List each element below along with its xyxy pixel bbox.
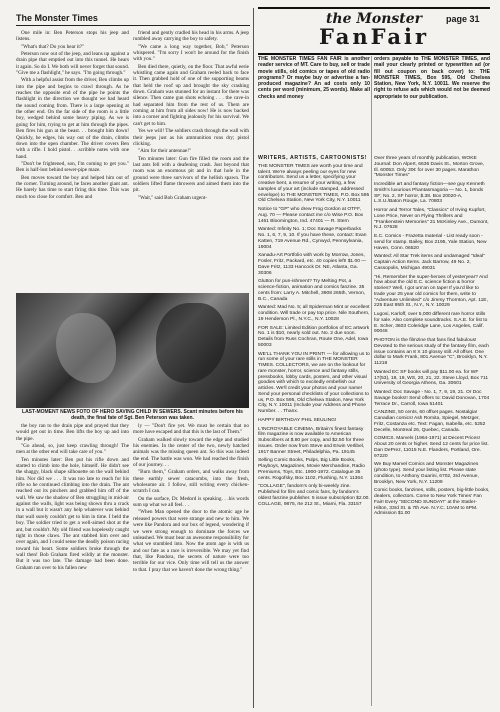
page-number: page 31 bbox=[446, 14, 480, 24]
classified-ad: HAPPY BIRTHDAY PHIL SEULING! bbox=[258, 417, 337, 423]
classified-ad: Lugosi, Karloff, over 5,000 different rare horror stills for sale. Also complete soundtracks. S.A.E. for list to E. Scher, 3603 Coleridge Lane, Los Angeles, Calif. 90046 bbox=[374, 312, 488, 335]
classified-ad: Horror and Terror Tales, "Classics" of Irving Kupfort, Lone Price, Never on Flying Thrillers and "Frankenstein Memories" 31 McKinley Ave., Dumont, N.J. 07628 bbox=[374, 208, 489, 231]
ads-column-divider bbox=[371, 56, 372, 706]
story-paragraph: "When Man opened the door to the atomic age he released powers that were strange and new to him. We were like Pandora and our box of legend, wondering if we were strong enough to dominate the forces we unleashed. We must bear an awesome responsibility for what we stumbled into. Now the atom age is with us and our fate as a race is irreversible. We may yet find that, like Pandora, the secrets of nature were too terrible for our vice. Only time will tell us the answer to that. I pray that we haven't done the wrong thing." bbox=[133, 509, 249, 573]
story-paragraph: Ben moves toward the boy and helped him out of the corner. Turning around, he faces another giant ant. He barely has time to start firing this time. This was much too close for comfort. Ben and bbox=[16, 174, 129, 200]
classified-ad: Xanadu-Art Portfolio with work by Morrow, Jones, Fosler, Fritz, Packard, etc. 40 copies left! $1.00 — Dave Fritz, 1133 Hancock Dr. NE, Atlanta, Ga. 30306 bbox=[258, 253, 367, 276]
fanfair-intro-right: orders payable to THE MONSTER TIMES, and mail your clearly printed or typewritten ad (or fill out coupon on back cover) to: THE MONSTER TIMES, Box 595, Old Chelsea Station, New York, N.Y. 10011. We reserve the right to refuse ads which would not be deemed appropriate to our publication. bbox=[374, 56, 490, 100]
story-column-2-top bbox=[133, 30, 249, 290]
story-paragraph: "We came a long way together, Bob," Peterson whispered. "I'm sorry I won't be around for the finish with you." bbox=[133, 43, 249, 63]
story-paragraph: "Wait," said Bob Graham urgent- bbox=[138, 194, 207, 201]
classified-ad: FOR SALE: Limited Edition portfolios of EC artwork No. 1 is $10, nearly sold out. No. 2 due soon. Details from Russ Cochran, Route One, Adel, Iowa 50003 bbox=[258, 325, 370, 348]
classified-ad: PHOTON is the filmzine that fans find fabulous! Devoted to the serious study of the fantasy film, each issue contains an 8 X 10 glossy still. All offset. One dollar to Mark Frank, 801 Avenue "C", Brooklyn, N.Y. 11218 bbox=[374, 338, 489, 366]
classified-ad: Wanted: Mad No. 5; all Spiderman Mint or excellent condition. Will trade or pay top price. Nile Southern, 19 Henderson Pl., N.Y.C., N.Y. 10028 bbox=[258, 305, 370, 322]
column-divider bbox=[253, 8, 254, 708]
classified-ad: Wanted: Infinity No. 1; Doc Savage Paperbacks No. 1, 6, 7, 9, 10. If you have these, contact: Evan Katten, 719 Avenue Rd., Cynwyd, Pennsylvania, 19004 bbox=[258, 227, 367, 250]
story-paragraph: ly — "Don't fire yet. We must be certain that no more have escaped and that this is the last of Them." bbox=[133, 423, 249, 436]
photo-figure-light bbox=[56, 313, 116, 383]
classified-ad: Glutton for pun-ishment? Try Melting Pot, a science-fiction, animation and comics fanzine. 35 cents from: Larry A. Mitchell, 3908 265th, Vernon, B.C., Canada bbox=[258, 279, 366, 302]
fanfair-logo bbox=[258, 7, 490, 55]
photo-figure-dark bbox=[156, 303, 226, 383]
logo-line-1: the Monster bbox=[325, 11, 423, 27]
classified-ads-left bbox=[258, 156, 370, 510]
classified-ad: CANZINE, 50 cents, 60 offset pages. Nostalgia! Canadian comics! Ash Romita, Spiegel, Metzger, Fritz, Costanza etc. Text: Fagan, Isabella, etc. 5252 Decelle, Montreal 26, Quebec, Canada. bbox=[374, 410, 486, 433]
classified-ad: L'INCROYABLE CINEMA, Britain's finest fantasy film magazine is now available to American Subscribers at $.80 per copy, and $2.50 for three issues. Order now from Steve and Erwin Verlibel, 1917 Banner Street, Philadelphia, Pa. 19145 bbox=[258, 426, 365, 455]
photo-caption: LAST-MOMENT NEWS FOTO OF HERO SAVING CHILD IN SEWERS. Scant minutes before his death, the final fate of Sgt. Ben Peterson was taken. bbox=[22, 409, 243, 421]
story-paragraph: Ten minutes later: Gun fire filled the room and the last ants fell with a deafening crash. Just beyond that room was an enormous pit and in that hole in the ground were three survivors of the hellish spawn. The soldiers lifted flame throwers and aimed them into the pit. bbox=[133, 155, 249, 194]
classified-ads-right bbox=[374, 156, 490, 520]
fanfair-intro-text: THE MONSTER TIMES FAN FAIR is another reader service of MT. Care to buy, sell or trade movie stills, old comics or tapes of old radio programs? Or maybe buy or advertise a fan-produced magazine? An ad costs only 10 cents per word (minimum, 25 words). bbox=[258, 56, 370, 94]
story-paragraph: Graham walked slowly toward the edge and studied his enemies. In the center of the two, newly hatched animals was the missing queen ant. So this was indeed the end. The battle was won. We had reached the finish of our journey. . . bbox=[133, 436, 249, 469]
story-paragraph: Ben died there, quietly, on the floor. That awful eerie whistling came again and Graham reeled back to face it. Then grabbed hold of one of the supporting beams that held the roof up and brought the sky crashing down. Graham was stunned for an instant for there was silence. Then came gun shots echoing . . . the cave-in had separated him from the rest of us. Them are coming at him from all sides now! He is now backed into a corner and fighting jealously for his survival. We can't get to him. bbox=[133, 63, 249, 127]
story-paragraph: Yes we will! The soldiers crash through the wall with their jeeps just as his ammunition runs dry; pistol clicking. bbox=[133, 128, 249, 147]
classified-heading: WRITERS, ARTISTS, CARTOONISTS! bbox=[258, 155, 368, 161]
classified-ad: Notice to "GP" who drew Frog Gordon at OTFF, Aug. 70 — Please contact me c/o Wise P.O. Box 1461 Bloomington, Ind. 47401 — R. Stern bbox=[258, 207, 364, 224]
story-paragraph: "Burn them," Graham orders, and walks away from these earthly sewer catacombs, into the fresh, wholesome air. I follow, still writing every chicken-scratch I can. bbox=[133, 469, 249, 495]
story-paragraph: Peterson now out of the jeep, and leans up against a drain pipe that emptied out into this tunnel. He hears it again. So do I. We both will never forget that sound. "Give me a flashlight," he says. "I'm going through." bbox=[16, 51, 129, 77]
story-column-1-bottom bbox=[16, 423, 129, 706]
classified-ad: We Buy Marvel Comics and Monster Magazines (photo type). Send your listing list. Please state condition, to Anthony Guarini, 6702, 3rd Avenue, Brooklyn, New York, N.Y. 11209 bbox=[374, 462, 479, 485]
story-paragraph: the boy ran to the drain pipe and prayed that they would get out in time. Ben lifts the boy up and into the pipe. bbox=[16, 423, 129, 442]
story-paragraph: "Don't be frightened, son, I'm coming to get you." Ben is half-lost behind sewer-pipe maze. bbox=[16, 160, 129, 174]
classified-ad: WE'LL THANK YOU IN PRINT! — for allowing us to run some of your rare stills in THE MONSTER TIMES. COLLECTORS, we are on the lookout for rare monster, horror, science and fantasy stills, pressbooks, lobby cards, posters, and other visual goodies with which to excitedly embellish our articles. We'll credit your photos and your name! Send your personal checklists of your collections to us, P.O. Box 595, Old Chelsea Station, New York City, N.Y. 10011 (Include your Address and Phone Number. . . Thanx. bbox=[258, 351, 370, 414]
story-paragraph: "Go ahead, so, just keep crawling through! The men at the other end will take care of you." bbox=[16, 443, 129, 456]
story-column-1-top bbox=[16, 30, 129, 290]
header-rule bbox=[16, 25, 250, 26]
classified-ad: E.C. Comics - Frazetta material - List ready soon - send for stamp. Bailey, Box 2195, Yale Station, New Haven, Conn. 06520 bbox=[374, 234, 487, 251]
story-paragraph: "Aim for their antennae!" bbox=[138, 148, 192, 155]
story-paragraph: "What's that? Do you hear it?" bbox=[21, 43, 85, 50]
fanfair-intro-left bbox=[258, 56, 370, 100]
classified-ad: THE MONSTER TIMES are worth your time and talent. We're always peeling our eyes for new contributors. Send us a letter, specifying your creative bent, a resume of your writing, a few samples of your art (include stamped, addressed envelope) to THE MONSTER TIMES, P.O. Box 595 Old Chelsea Station, New York City, N.Y. 10011 bbox=[258, 163, 370, 204]
newspaper-name: The Monster Times bbox=[16, 13, 98, 23]
classified-ad: COMICS. Marvels (1964-1971) at Decent Prices! About 20 cents or higher. Send 12 cents for price list. Dan DePrez, 11015 N.E. Flanders, Portland, Ore. 97220 bbox=[374, 436, 489, 459]
story-column-2-bottom bbox=[133, 423, 249, 706]
classified-ad: "COLLAGE", fandom's only bi-weekly zine. Published for film and comic fans, by fandom's oldest fanzine publisher. 5 issue subscription $2.00. COLLAGE, 9875, rte 212 St., Miami, Fla. 33157 bbox=[258, 484, 370, 507]
story-paragraph: With a helpful assist from the driver, Ben climbs up into the pipe and begins to crawl through. As he reaches the opposite end of the pipe he points the flashlight in the direction we thought we had heard the sound coming from. There is a large opening at the other end. On the far side of the room is a little boy, wedged behind some heavy piping. As we is going for him, trying to get at him through the pipes. Ben fires his gun at the beast. . . brought him down! Quickly, he edges, his way out of the drain, climbs down into the open chamber. The driver covers Ben with a rifle. I hold pistol. . .scribble notes with one hand. bbox=[16, 77, 129, 160]
fanfair-intro-tail: Make all checks and money bbox=[258, 87, 370, 100]
story-paragraph: On the surface, Dr. Medord is speaking. . .his words sum up what we all feel. . . bbox=[133, 495, 249, 509]
classified-ad: Wanted: All Star Trek items and undamaged "Ideal" Captain Action Items. Jack Barrow, 49 No. 2, Cassopolis, Michigan 49031 bbox=[374, 254, 485, 271]
classified-ad: Wanted: Doc Savage - No. 1, 7, 9, 19, 21. Or Doc Savage books!! Send offers to: David Donovan, 1704 Terrace Dr., Carroll, Iowa 51401 bbox=[374, 390, 490, 407]
classified-ad: Over three years of monthly publication, WOKE Journal: Don Alpert, 6636 Davis St., Morton Grove, Ill. 60053. Only 30¢ for over 30 pages. Marathon "Monster Times" bbox=[374, 156, 485, 179]
classified-ad: Wanted EC SF books will pay $11.00 ea. for WF 17(53), 18, 19, WS, 20, 21, 22. Steve Lloyd, Box 711 University of Georgia Athens, Ga. 30601 bbox=[374, 369, 489, 387]
story-paragraph: friend and gently cradled his head in his arms. A jeep rumbled away carrying the boy to safety. bbox=[133, 30, 249, 43]
classified-ad: Selling Comic Books, Pulps, Big Little Books, Playboys, Magazines, Movie Merchandise, Radio Premiums, Toys, Etc. 1900-1972. Catalogue 35 cents. Rogofsky, Box 1102, Flushing, N.Y. 11364 bbox=[258, 458, 365, 481]
story-paragraph: Ten minutes later: Ben put his rifle down and started to climb into the hole, himself. He didn't see the shaggy, black shape silhouette on the wall behind him. Nor did we . . . It was too late to reach for his rifle so he continued climbing into the drain. The ant reached out its pinchers and grabbed him off of the wall. We saw the shadow of Ben struggling in mid-air against the walls, light was being shown thru a crack in a wall but it wasn't any help whatever was behind that wall surely couldn't get to him in time. I held the boy. The soldier tried to get a well-aimed shot at the ant, but couldn't. My old friend was hopelessly caught tight in those claws. The ant stabbed him over and over again, and I could sense the deadly poison racing toward his heart. Some soldiers broke through the wall then! Bob Graham fired wildly at the monster. But it was too late. The damage had been done. Graham ran over to his fallen new bbox=[16, 456, 129, 571]
news-photo bbox=[16, 293, 249, 408]
classified-ad: Incredible art and fantasy fiction—see guy Kenneth Smith's luxurious Phantasmagoria — No. 1, bonds SF; No. 2, SF horror, $.38. Box 20020-A, L.S.U./Baton Rouge, La. 70803 bbox=[374, 182, 485, 205]
classified-ad: "Hi, Remember the super-heroes of yesteryear? And how about the old E.C. science fiction & horror stories? Well, I got um'an on tape! If you'd like to trade your 25 year old comics for them, write to "Adventure Unlimited" c/o Jimmy Thornton, Apt. 11E, 225 East 95th St., N.Y., N.Y. 10029 bbox=[374, 274, 488, 309]
story-paragraph: One mile in: Ben Peterson stops his jeep and listens. bbox=[16, 30, 129, 43]
logo-line-2: FanFair bbox=[318, 24, 430, 49]
classified-ad: Comic books, fanzines, stills, posters, big-little books, dealers, collectors. Come to New York Times' Fan Fair! Every "SECOND SUNDAY!" at the Statler-Hilton, 33rd St. & 7th Ave. N.Y.C. 10AM to 6PM. Admission $1.00 bbox=[374, 488, 490, 517]
